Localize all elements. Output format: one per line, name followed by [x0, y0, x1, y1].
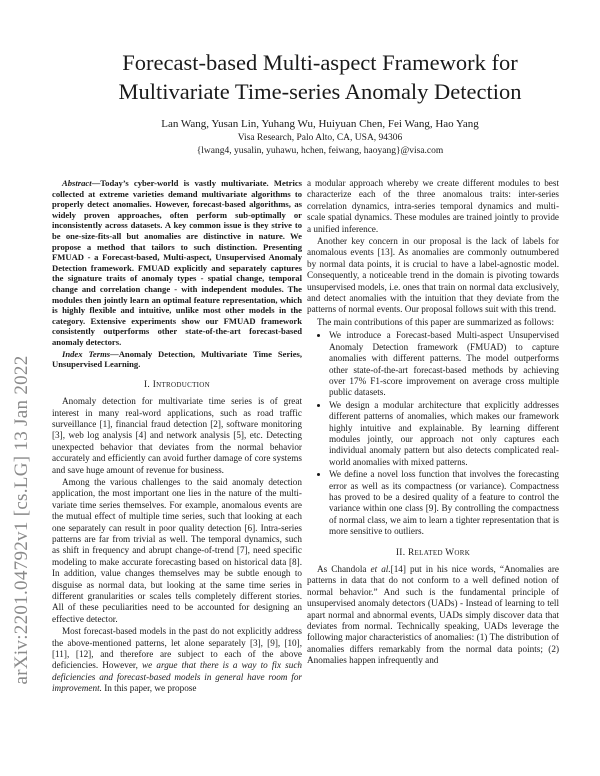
index-terms — [52, 349, 302, 370]
section-heading-introduction: I. Introduction — [144, 379, 210, 390]
title-line-2: Multivariate Time-series Anomaly Detection — [118, 79, 522, 104]
abstract-text: —Today’s cyber-world is vastly multivariate. Metrics collected at extreme varieties demand multivariate algorithms to properly detect anomalies. However, forecast-based algorithms, as widely proven approaches, often perform sub-optimally or inconsistently across datasets. A key common issue is they strive to be one-size-fits-all but anomalies are distinctive in nature. We propose a method that tailors to such distinction. Presenting FMUAD - a Forecast-based, Multi-aspect, Unsupervised Anomaly Detection framework. FMUAD explicitly and separately captures the signature traits of anomaly types - spatial change, temporal change and correlation change - with independent modules. The modules then jointly learn an optimal feature representation, which is highly flexible and intuitive, unlike most other models in the category. Extensive experiments show our FMUAD framework consistently outperforms other state-of-the-art forecast-based anomaly detectors. — [52, 178, 302, 347]
paper-title — [40, 48, 600, 106]
body-paragraph: Another key concern in our proposal is the lack of labels for anomalous events [13]. As anomalies are commonly outnumbered by normal data points, it is crucial to have a label-agnostic model. Consequently, a noticeable trend in the domain is pivoting towards unsupervised models, i.e. ones that train on normal data exclusively, and detect anomalies with the intuition that they deviate from the patterns of normal events. Our proposal follows suit with this trend. — [307, 236, 559, 315]
text-span: [14] put in his nice words, “Anomalies are patterns in data that do not conform to a well defined notion of normal behavior.” And such is the fundamental principle of unsupervised anomaly detectors (UADs) - Instead of learning to tell apart normal and abnormal events, UADs simply discover data that deviates from normal. Technically speaking, UADs leverage the following major characteristics of anomalies: (1) The distribution of anomalies differs remarkably from the normal data points; (2) Anomalies happen infrequently and — [307, 564, 560, 666]
index-terms-label: Index Terms — [62, 348, 111, 359]
text-span: Most forecast-based models in the past do not explicitly address the above-mentioned patterns, let alone separately [3], [9], [10], [11], [12], and therefore are subject to each of the above deficiencies. However, — [52, 626, 302, 671]
list-item: • We define a novel loss function that involves the forecasting error as well as its compactness (or variance). Compactness has proved to be a desired quality of a feature to control the variance within one class [9]. By controlling the compactness of normal class, we aim to learn a tighter representation that is more sensitive to outliers. — [329, 469, 559, 537]
emphasis-span: we argue that there is a way to fix such deficiencies and forecast-based models in general have room for improvement. — [52, 660, 302, 694]
intro-paragraph — [52, 626, 302, 694]
body-paragraph: The main contributions of this paper are summarized as follows: — [317, 316, 555, 327]
contributions-list — [307, 330, 559, 537]
text-span: In this paper, we propose — [101, 683, 197, 694]
list-item: • We introduce a Forecast-based Multi-aspect Unsupervised Anomaly Detection framework (FMUAD) to capture anomalies with different patterns. The model outperforms other state-of-the-art forecast-based methods by achieving over 17% F1-score improvement on average cross multiple public datasets. — [329, 330, 559, 398]
right-column — [307, 178, 559, 668]
list-item: • We design a modular architecture that explicitly addresses different patterns of anomalies, which makes our framework highly intuitive and explainable. By learning different modules jointly, our approach not only captures each individual anomaly pattern but also detects complicated real-world anomalies with mixed patterns. — [329, 400, 559, 468]
left-column — [52, 178, 302, 696]
intro-paragraph: Among the various challenges to the said anomaly detection application, the most important one lies in the nature of the multi-variate time series themselves. For example, anomalous events are the mutual effect of multiple time series, such that looking at each one separately can result in poor quality detection [6]. Intra-series patterns are far from trivial as well. The temporal dynamics, such as shift in frequency and abrupt change-of-trend [7], need specific modeling to make accurate forecasting based on historical data [8]. In addition, value changes themselves may be subtle enough to disguise as normal data, but looking at the same time series in different granularities or scales tells completely different stories. All of these peculiarities need to be accounted for designing an effective detector. — [52, 476, 302, 624]
emails: {lwang4, yusalin, yuhawu, hchen, feiwang, haoyang}@visa.com — [196, 146, 444, 156]
body-paragraph: a modular approach whereby we create different modules to best characterize each of the three anomalous traits: inter-series correlation dynamics, intra-series temporal dynamics and multi-scale spatial dynamics. These modules are trained jointly to provide a unified inference. — [307, 178, 559, 234]
index-terms-text: —Anomaly Detection, Multivariate Time Series, Unsupervised Learning. — [52, 348, 302, 370]
abstract-label: Abstract — [62, 178, 92, 188]
title-line-1: Forecast-based Multi-aspect Framework for — [122, 50, 518, 75]
intro-paragraph: Anomaly detection for multivariate time series is of great interest in many real-word applications, such as road traffic surveillance [1], financial fraud detection [2], software monitoring [3], web log analysis [4] and network analysis [5], etc. Detecting unexpected behavior that deviates from the normal behavior accurately and efficiently can avoid further damage of core systems and save huge amount of revenue for business. — [52, 396, 302, 475]
emphasis-span: et al. — [370, 564, 391, 574]
affiliation: Visa Research, Palo Alto, CA, USA, 94306 — [237, 133, 403, 143]
arxiv-id: arXiv:2201.04792v1 [cs.LG] 13 Jan 2022 — [11, 355, 32, 685]
text-span: As Chandola — [317, 564, 371, 574]
section-heading-related-work: II. Related Work — [395, 547, 471, 558]
arxiv-side-label — [0, 0, 40, 776]
body-paragraph — [307, 564, 559, 667]
abstract — [52, 178, 302, 348]
authors: Lan Wang, Yusan Lin, Yuhang Wu, Huiyuan Chen, Fei Wang, Hao Yang — [161, 118, 479, 130]
